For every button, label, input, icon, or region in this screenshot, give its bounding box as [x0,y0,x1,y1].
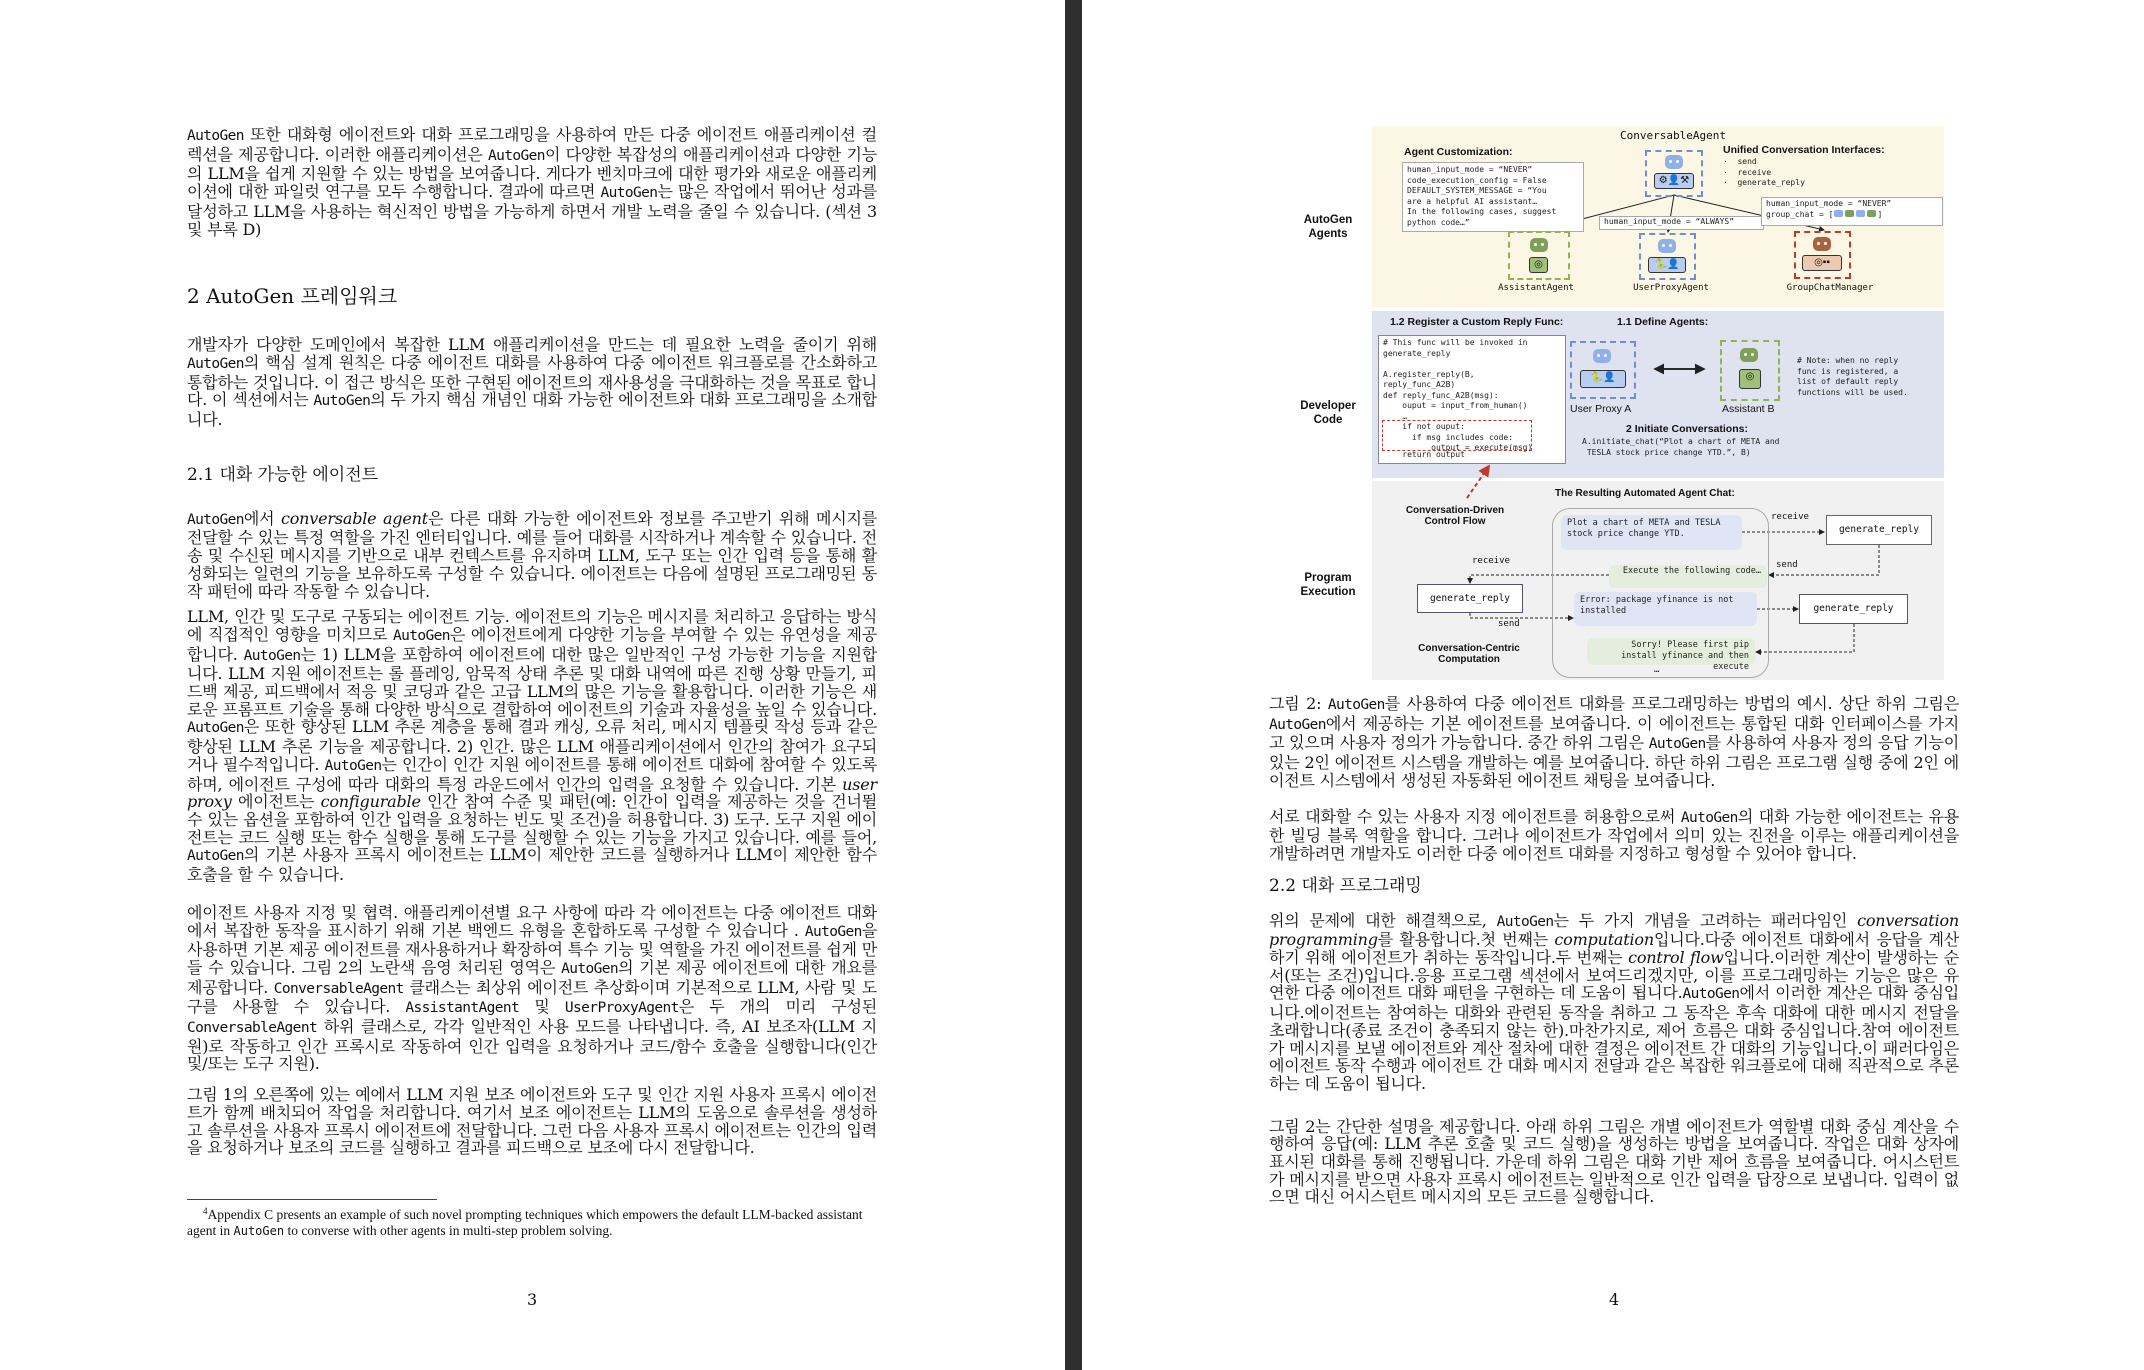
user-proxy-agent-label: UserProxyAgent [1633,283,1709,293]
code-term: AutoGen [804,923,862,940]
section-heading-2-2: 2.2 대화 프로그래밍 [1269,875,1422,896]
code-term: AutoGen [187,511,244,528]
robot-icon [1740,348,1758,362]
initiate-chat-code: A.initiate_chat(“Plot a chart of META and TESLA stock price change YTD.”, B) [1582,437,1780,457]
side-label-exec: Program Execution [1300,572,1356,598]
assistant-b-icon [1720,340,1780,401]
default-reply-note: # Note: when no reply func is registered, a list of default reply functions will be used. [1797,356,1908,397]
italic-term: configurable [320,792,421,812]
python-human-icon: 🐍👤 [1580,370,1626,388]
send-label-left: send [1498,619,1520,629]
footnote-mark: 4 [203,1205,208,1216]
group-chat-manager-icon [1794,231,1851,279]
text-run: 또한 대화형 에이전트와 대화 프로그래밍을 사용하여 만든 다중 에이전트 애플리케이션 컬렉션을 제공합니다. 이러한 애플리케이션은 [187,125,877,164]
customization-code: human_input_mode = “NEVER” code_execution_config = False DEFAULT_SYSTEM_MESSAGE = “You are a helpful AI assistant… In the following cases, suggest python code…” [1402,162,1584,232]
python-human-icon: 🐍👤 [1648,257,1686,273]
code-term: ConversableAgent [187,1020,318,1037]
building-block-paragraph [1269,808,1959,863]
interface-send: · send [1723,157,1757,166]
example-paragraph [187,1086,877,1157]
figure-caption [1269,695,1959,790]
text-run: 입니다.이러한 계산이 발생하는 순서(또는 조건)입니다.응용 프로그램 섹션에서 보여드리겠지만, 이를 프로그래밍하는 기능은 많은 유연한 다중 에이전트 대화 패턴을 구현하는 데 도움이 됩니다. [1269,948,1959,1003]
text-run: 프레임워크 [294,284,398,309]
interface-generate-reply: · generate_reply [1723,178,1805,187]
user-proxy-agent-icon [1639,233,1696,280]
code-term: AutoGen [1682,986,1740,1003]
generate-reply-box-assistant-2: generate_reply [1799,594,1908,624]
customization-paragraph [187,904,877,1073]
execute-code-highlight: if not ouput: if msg includes code: output = execute(msg) [1382,420,1532,451]
text-run: 를 활용합니다.첫 번째는 [1377,930,1555,950]
interface-list [1723,157,1805,189]
text-run: 서로 대화할 수 있는 사용자 지정 에이전트를 허용함으로써 [1269,806,1681,826]
control-flow-label: Conversation-Driven Control Flow [1405,505,1505,527]
conversable-agent-icon [1645,150,1703,197]
always-mode-box: human_input_mode = “ALWAYS” [1599,216,1764,230]
text-run: 의 두 가지 핵심 개념인 대화 가능한 에이전트와 대화 프로그래밍을 소개합니다. [187,390,877,430]
text-run: 개발자가 다양한 도메인에서 복잡한 LLM 애플리케이션을 만드는 데 필요한 노력을 줄이기 위해 [187,335,877,355]
figure-explanation-paragraph [1269,1118,1959,1207]
text-run: 이 다양한 복잡성의 애플리케이션과 다양한 기능의 LLM을 쉽게 지원할 수 있는 방법을 보여줍니다. 게다가 벤치마크에 대한 평가와 새로운 애플리케이션에 대한 파일럿 연구를 모두 수행합니다. 결과에 따르면 [187,144,877,202]
text-run: 에이전트는 [231,792,321,812]
text-run: 클래스는 최상위 에이전트 추상화이며 기본적으로 LLM, 사람 및 도구를 사용할 수 있습니다. [187,977,877,1017]
send-label-right: send [1776,560,1798,570]
code-term: AssistantAgent [405,1000,520,1017]
assistant-agent-icon [1508,231,1570,280]
robot-icon [1658,239,1676,253]
text-run: 은 두 개의 미리 구성된 [678,997,877,1017]
code-term: AutoGen [187,128,244,144]
return-code: return output [1383,450,1465,459]
code-term: AutoGen [1680,809,1738,826]
footnote [187,1203,877,1240]
intro-paragraph [187,126,877,238]
text-run: 위의 문제에 대한 해결책으로, [1269,910,1497,930]
text-run: 의 기본 사용자 프록시 에이전트는 LLM이 제안한 코드를 실행하거나 LLM이 제안한 함수 호출을 할 수 있습니다. [187,845,877,885]
group-icon: ◎▪▪ [1802,255,1842,271]
text-run: 를 사용하여 다중 에이전트 대화를 프로그래밍하는 방법의 예시. 상단 하위 그림은 [1384,694,1959,713]
text-run: 에서 이러한 계산은 대화 중심입니다.에이전트는 참여하는 대화와 관련된 동작을 취하고 그 동작은 후속 대화에 대한 메시지 전달을 초래합니다(종료 조건이 충족되지 않는 한).마찬가지로, 제어 흐름은 대화 중심입니다.참여 에이전트가 메시지를 보낼 에이전트와 계산 절차에 대한 결정은 에이전트 간 대화의 기능입니다.이 패러다임은 에이전트 동작 수행과 에이전트 간 대화 메시지 전달과 같은 복잡한 워크플로에 대해 직관적으로 추론하는 데 도움이 됩니다. [1269,983,1960,1093]
figure-2 [1290,120,1950,685]
group-chat-manager-label: GroupChatManager [1786,283,1874,293]
code-term: AutoGen [324,757,382,774]
page-number: 4 [1609,1290,1620,1309]
code-term: AutoGen [1269,716,1326,733]
page-number: 3 [527,1290,538,1309]
receive-label-left: receive [1472,556,1510,566]
text-run: 그림 2: [1269,694,1328,713]
text-run: to converse with other agents in multi-step problem solving. [284,1223,613,1239]
text-run: 는 많은 작업에서 뛰어난 성과를 달성하고 LLM을 사용하는 혁신적인 방법을 가능하게 하면서 개발 노력을 줄일 수 있습니다. (섹션 3 및 부록 D) [187,182,878,239]
text-run: 그림 1의 오른쪽에 있는 예에서 LLM 지원 보조 에이전트와 도구 및 인간 지원 사용자 프록시 에이전트가 함께 배치되어 작업을 처리합니다. 여기서 보조 에이전트는 LLM의 도움으로 솔루션을 생성하고 솔루션을 사용자 프록시 에이전트에 전달합니다. 그런 다음 사용자 프록시 에이전트는 인간의 입력을 요청하거나 보조의 코드를 실행하고 결과를 피드백으로 보조에 다시 전달합니다. [187,1085,877,1158]
text-run: 은 또한 향상된 LLM 추론 계층을 통해 결과 캐싱, 오류 처리, 메시지 템플릿 작성 등과 같은 향상된 LLM 추론 기능을 제공합니다. 2) 인간. 많은 LLM 애플리케이션에서 인간의 참여가 요구되거나 필수적입니다. [187,717,877,774]
user-proxy-a-icon [1570,341,1636,399]
receive-label-right: receive [1771,512,1809,522]
code-term: AutoGen [187,848,244,865]
text-run: 를 사용하여 사용자 정의 응답 기능이 있는 2인 에이전트 시스템을 개발하는 예를 보여줍니다. 하단 하위 그림은 프로그램 실행 중에 2인 에이전트 시스템에서 생성된 자동화된 에이전트 채팅을 보여줍니다. [1269,733,1959,790]
register-reply-title: 1.2 Register a Custom Reply Func: [1390,316,1564,328]
footnote-rule [187,1199,437,1200]
generate-reply-box-user-proxy: generate_reply [1417,584,1523,613]
code-term: AutoGen [392,627,450,644]
text-run: 는 인간이 인간 지원 에이전트를 통해 에이전트 대화에 참여할 수 있도록 하며, 에이전트 구성에 따라 대화의 특정 라운드에서 인간의 입력을 요청할 수 있습니다. 기본 [187,754,877,794]
interface-receive: · receive [1723,167,1772,177]
text-run: 에서 [243,508,281,528]
group-chat-text: group_chat = [ ] [1766,209,1883,219]
group-mode-text: human_input_mode = “NEVER” [1766,199,1892,208]
text-run: 의 핵심 설계 원칙은 다중 에이전트 대화를 사용하여 다중 에이전트 워크플로를 간소화하고 통합하는 것입니다. 이 접근 방식은 또한 구현된 에이전트의 재사용성을 극대화하는 것을 목표로 합니다. 이 섹션에서는 [187,352,877,410]
chat-ellipsis: … [1654,665,1660,675]
text-run: 및 [519,997,565,1017]
text-run: 의 기본 제공 에이전트에 대한 개요를 제공합니다. [187,957,877,997]
conversation-programming-paragraph [1269,912,1959,1093]
text-run: 은 에이전트에게 다양한 기능을 부여할 수 있는 유연성을 제공합니다. [187,624,877,664]
text-run: 입니다.다중 에이전트 대화에서 응답을 계산하기 위해 에이전트가 취하는 동작입니다.두 번째는 [1269,930,1959,968]
italic-term: conversation programming [1269,910,1959,950]
robot-icon [1813,237,1831,251]
page-divider [1065,0,1082,1370]
code-term: AutoGen [187,720,244,737]
code-term: AutoGen [561,960,619,977]
control-flow-arrow [1467,466,1489,498]
chat-message-user: Plot a chart of META and TESLA stock price change YTD. [1561,515,1742,550]
page-4 [1269,695,1959,1206]
text-run: LLM, 인간 및 도구로 구동되는 에이전트 기능. 에이전트의 기능은 메시지를 처리하고 응답하는 방식에 직접적인 영향을 미치므로 [187,607,877,644]
reply-func-code-box [1378,335,1566,464]
conversable-agent-title: ConversableAgent [1620,129,1726,142]
chat-title: The Resulting Automated Agent Chat: [1555,488,1735,499]
code-term: AutoGen [600,185,658,202]
code-term: AutoGen [243,647,301,664]
text-run: 에이전트 사용자 지정 및 협력. 애플리케이션별 요구 사항에 따라 각 에이전트는 다중 에이전트 대화에서 복잡한 동작을 표시하기 위해 기본 백엔드 유형을 혼합하도록 구성할 수 있습니다 . [187,902,877,940]
section-heading-2-1: 2.1 대화 가능한 에이전트 [187,464,379,485]
agent-customization-title: Agent Customization: [1404,146,1513,158]
group-chat-box [1761,197,1943,226]
text-run: 그림 2는 간단한 설명을 제공합니다. 아래 하위 그림은 개별 에이전트가 역할별 대화 중심 계산을 수행하여 응답(예: LLM 추론 호출 및 코드 실행)을 생성하는 방법을 보여줍니다. 작업은 대화 상자에 표시된 대화를 통해 진행됩니다. 가운데 하위 그림은 대화 기반 제어 흐름을 보여줍니다. 어시스턴트가 메시지를 받으면 사용자 프록시 에이전트는 일반적으로 인간 입력을 답장으로 보냅니다. 입력이 없으면 대신 어시스턴트 메시지의 모든 코드를 실행합니다. [1269,1116,1959,1207]
code-term: AutoGen [1496,913,1554,930]
robot-icon [1530,238,1548,252]
computation-label: Conversation-Centric Computation [1418,643,1520,665]
framework-paragraph [187,336,877,429]
text-run: 는 두 가지 개념을 고려하는 패러다임인 [1553,910,1858,930]
text-run: 하위 클래스로, 각각 일반적인 사용 모드를 나타냅니다. 즉, AI 보조자(LLM 지원)로 작동하고 인간 프록시로 작동하여 인간 입력을 요청하거나 코드/함수 호출을 실행합니다(인간 및/또는 도구 지원). [187,1017,877,1074]
text-run: 의 대화 가능한 에이전트는 유용한 빌딩 블록 역할을 합니다. 그러나 에이전트가 작업에서 의미 있는 진전을 이루는 애플리케이션을 개발하려면 개발자도 이러한 다중 에이전트 대화를 지정하고 형성할 수 있어야 합니다. [1269,806,1960,863]
text-run: 에서 제공하는 기본 에이전트를 보여줍니다. 이 에이전트는 통합된 대화 인터페이스를 가지고 있으며 사용자 정의가 가능합니다. 중간 하위 그림은 [1269,713,1959,753]
capabilities-paragraph [187,608,877,884]
assistant-b-label: Assistant B [1722,403,1775,415]
chat-message-error: Error: package yfinance is not installed [1574,592,1757,626]
italic-term: control flow [1628,948,1724,968]
code-term: ConversableAgent [273,980,404,997]
code-term: UserProxyAgent [564,1000,679,1017]
assistant-agent-label: AssistantAgent [1498,283,1574,293]
italic-term: user proxy [187,774,877,812]
footnote-text [187,1207,862,1238]
code-term: AutoGen [206,284,295,309]
text-run: Appendix C presents an example of such novel prompting techniques which empowers the default LLM-backed assistant agent in [187,1207,863,1239]
text-run: 는 1) LLM을 포함하여 에이전트에 대한 많은 일반적인 구성 가능한 기능을 지원합니다. LLM 지원 에이전트는 롤 플레잉, 암묵적 상태 추론 및 대화 내역에 따른 진행 상황 만들기, 피드백 제공, 피드백에서 적응 및 코딩과 같은 고급 LLM의 많은 기능을 활용합니다. 이러한 기능은 새로운 프롬프트 기술을 통해 다양한 방식으로 결합하여 에이전트의 기술과 자율성을 높일 수 있습니다. [187,644,878,719]
llm-icon: ◎ [1529,257,1548,273]
robot-icon [1665,155,1683,169]
llm-human-tool-icon: ⚙👤⚒ [1654,173,1694,189]
side-label-code: Developer Code [1300,400,1356,426]
initiate-conversations-title: 2 Initiate Conversations: [1626,423,1748,435]
text-run: 을 사용하면 기본 제공 에이전트를 재사용하거나 확장하여 특수 기능 및 역할을 가진 에이전트를 쉽게 만들 수 있습니다. 그림 2의 노란색 음영 처리된 영역은 [187,920,877,977]
text-run: 2 [187,284,207,309]
user-proxy-a-label: User Proxy A [1570,403,1632,415]
italic-term: computation [1554,930,1654,950]
code-term: AutoGen [1648,736,1706,753]
chat-message-sorry: Sorry! Please first pip install yfinance and then execute [1587,638,1755,665]
code-term: AutoGen [187,355,244,372]
llm-icon: ◎ [1739,369,1761,389]
code-term: AutoGen [488,147,545,164]
code-term: AutoGen [1327,697,1385,713]
chat-message-assistant: Execute the following code… [1609,565,1767,588]
interfaces-title: Unified Conversation Interfaces: [1723,144,1885,156]
page-3 [187,126,877,1239]
define-agents-title: 1.1 Define Agents: [1617,316,1709,328]
text-run: 은 다른 대화 가능한 에이전트와 정보를 주고받기 위해 메시지를 전달할 수 있는 특정 역할을 가진 엔터티입니다. 예를 들어 대화를 시작하거나 계속할 수 있습니다. 전송 및 수신된 메시지를 기반으로 내부 컨텍스트를 유지하며 LLM, 도구 또는 인간 입력 등을 통해 활성화되는 일련의 기능을 보유하도록 구성할 수 있습니다. 에이전트는 다음에 설명된 프로그래밍된 동작 패턴에 따라 작동할 수 있습니다. [187,508,877,601]
reply-func-code: # This func will be invoked in generate_reply A.register_reply(B, reply_func_A2B) def reply_func_A2B(msg): ouput = input_from_human() … [1383,338,1528,421]
generate-reply-box-assistant: generate_reply [1826,515,1932,545]
conversable-agent-paragraph [187,510,877,601]
italic-term: conversable agent [280,508,428,528]
text-run: 인간 참여 수준 및 패턴(예: 인간이 입력을 제공하는 것을 건너뛸 수 있는 옵션을 포함하여 인간 입력을 요청하는 빈도 및 조건)을 허용합니다. 3) 도구. 도구 지원 에이전트는 코드 실행 또는 함수 실행을 통해 도구를 실행할 수 있는 기능을 가지고 있습니다. 예를 들어, [187,792,877,847]
robot-icon [1593,349,1611,363]
sorry-arrow [1756,624,1854,652]
side-label-agents: AutoGen Agents [1303,214,1353,240]
section-heading-2 [187,284,877,308]
code-term: AutoGen [313,393,371,410]
code-term: AutoGen [233,1224,285,1239]
